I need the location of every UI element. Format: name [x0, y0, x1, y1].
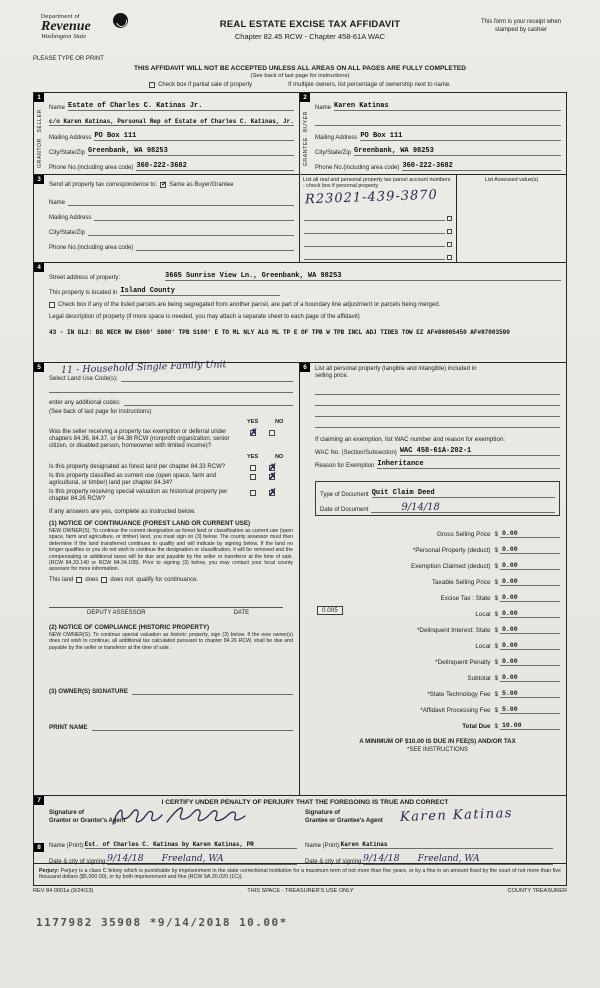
- perjury-text: Perjury is a class C felony which is punishable by imprisonment in the state correctional institution for a maximum term of not more than five years, or by a fine in an amount fixed by the court of not more than five thousand dollars ($5,000.00), or by both imprisonment and fine (RCW 9A.20.020 (1C)).: [39, 868, 561, 881]
- gross-selling-price-field[interactable]: 0.00: [500, 530, 560, 538]
- grantee-signature[interactable]: Karen Katinas: [399, 806, 514, 825]
- partial-sale-checkbox[interactable]: [149, 82, 155, 88]
- if-yes-note: If any answers are yes, complete as instructed below.: [49, 508, 196, 515]
- grantee-print-name: Name (Print): Karen Katinas: [305, 836, 561, 849]
- local-tax-row: 0.005 Local $ 0.00: [315, 602, 560, 618]
- buyer-name-row: [315, 96, 561, 111]
- dollar-sign: $: [494, 723, 498, 730]
- deputy-assessor-label: DEPUTY ASSESSOR: [87, 609, 146, 616]
- deferral-question-row: [49, 429, 293, 450]
- affidavit-processing-fee-row: *Affidavit Processing Fee $ 5.00: [315, 698, 560, 714]
- land-use-section: [34, 359, 300, 795]
- personal-property-checkbox-4[interactable]: [447, 255, 452, 260]
- dor-logo: [33, 12, 145, 40]
- seller-phone-label: Phone No.(including area code): [49, 165, 134, 171]
- does-not-checkbox[interactable]: [101, 577, 107, 583]
- seller-mailing-field[interactable]: PO Box 111: [94, 132, 294, 141]
- parcel-numbers-header: List all real and personal property tax parcel account numbers - check box if personal property: [303, 177, 451, 190]
- grantee-date-city: Date & city of signing: 9/14/18 Freeland, WA: [305, 852, 561, 865]
- section-3-row: [34, 175, 566, 263]
- land-use-extra-line[interactable]: [49, 382, 293, 393]
- segregated-label: Check box if any of the listed parcels are being segregated from another parcel, are part of a boundary line adjustment or parcels being merged.: [58, 302, 441, 308]
- local-rate-box: 0.005: [317, 606, 343, 615]
- correspondence-phone-row: [49, 236, 294, 251]
- parcel-row: [303, 221, 453, 234]
- type-of-document-label: Type of Document: [320, 492, 369, 498]
- delinquent-interest-state-field[interactable]: 0.00: [500, 626, 560, 634]
- section-8-tab: 8: [34, 843, 44, 852]
- assessed-values-header: List Assessed value(s): [484, 177, 539, 183]
- street-address-row: [49, 266, 561, 281]
- buyer-phone-label: Phone No.(including area code): [315, 165, 400, 171]
- notice-compliance-title: (2) NOTICE OF COMPLIANCE (HISTORIC PROPERTY): [49, 623, 210, 631]
- gross-selling-price-row: Gross Selling Price $ 0.00: [315, 522, 560, 538]
- buyer-role-bottom: GRANTEE: [302, 136, 309, 167]
- grantor-signature-block: [49, 808, 305, 833]
- forest-question-row: [49, 464, 293, 471]
- buyer-city-field[interactable]: Greenbank, WA 98253: [354, 147, 561, 156]
- historic-yes-checkbox[interactable]: [250, 490, 256, 496]
- correspondence-phone-field[interactable]: [136, 243, 294, 251]
- grantor-date-city: Date & city of signing: 9/14/18 Freeland, WA: [49, 852, 305, 865]
- parcel-field-1[interactable]: [304, 213, 445, 221]
- located-county-field[interactable]: Island County: [120, 287, 280, 296]
- correspondence-mailing-field[interactable]: [94, 213, 294, 221]
- certify-statement: I CERTIFY UNDER PENALTY OF PERJURY THAT THE FOREGOING IS TRUE AND CORRECT: [161, 799, 449, 806]
- street-address-field[interactable]: 3665 Sunrise View Ln., Greenbank, WA 98253: [165, 272, 561, 281]
- delinquent-penalty-field[interactable]: 0.00: [500, 658, 560, 666]
- subtotal-field[interactable]: 0.00: [500, 674, 560, 682]
- taxable-selling-price-row: Taxable Selling Price $ 0.00: [315, 570, 560, 586]
- form-footer: [33, 888, 567, 894]
- seller-role-label: [34, 104, 45, 173]
- personal-property-checkbox-1[interactable]: [447, 216, 452, 221]
- logo-dept-text: Department of: [41, 14, 80, 20]
- parcel-row: [303, 208, 453, 221]
- acceptance-notice-sub: (See back of last page for instructions): [250, 73, 350, 79]
- buyer-city-row: [315, 141, 561, 156]
- reason-field[interactable]: Inheritance: [377, 460, 560, 469]
- state-technology-fee-field[interactable]: 5.00: [500, 690, 560, 698]
- total-due-field[interactable]: 10.00: [500, 722, 560, 730]
- deputy-assessor-signature-line[interactable]: [49, 596, 283, 608]
- personal-property-line-4[interactable]: [315, 417, 560, 428]
- owners-signature-label: (3) OWNER(S) SIGNATURE: [49, 688, 128, 696]
- seller-city-label: City/State/Zip: [49, 150, 86, 156]
- grantor-signature[interactable]: [107, 802, 257, 837]
- dollar-sign: $: [494, 675, 498, 682]
- date-label: DATE: [233, 609, 250, 616]
- personal-property-line-1[interactable]: [315, 384, 560, 395]
- seller-name-field[interactable]: Estate of Charles C. Katinas Jr.: [68, 102, 294, 111]
- receipt-note: This form is your receipt when stamped by cashier: [480, 19, 562, 33]
- parcel-numbers-section: [300, 175, 457, 262]
- form-title: REAL ESTATE EXCISE TAX AFFIDAVIT: [219, 19, 401, 30]
- yes-label: YES: [247, 454, 259, 460]
- money-section: [315, 522, 560, 730]
- grantor-city-value: Freeland, WA: [161, 854, 224, 864]
- same-as-buyer-checkbox[interactable]: ✓: [161, 180, 167, 188]
- seller-name-label: Name: [49, 105, 66, 111]
- parcel-field-4[interactable]: [304, 252, 445, 260]
- see-back-label: (See back of last page for instructions): [49, 409, 152, 415]
- no-label: NO: [275, 454, 284, 460]
- buyer-name-field[interactable]: Karen Katinas: [334, 102, 561, 111]
- title-block: [145, 12, 475, 41]
- acceptance-notice: THIS AFFIDAVIT WILL NOT BE ACCEPTED UNLESS ALL AREAS ON ALL PAGES ARE FULLY COMPLETED: [133, 65, 467, 72]
- grantor-signature-icon: [107, 802, 257, 832]
- taxable-selling-price-field[interactable]: 0.00: [500, 578, 560, 586]
- grantee-print-name-field[interactable]: Karen Katinas: [341, 841, 553, 849]
- parcel-field-2[interactable]: [304, 226, 445, 234]
- delinquent-interest-local-row: Local $ 0.00: [315, 634, 560, 650]
- buyer-section: [300, 93, 566, 174]
- print-name-field[interactable]: [92, 723, 294, 731]
- multiple-owners-label: If multiple owners, list percentage of ownership next to name.: [288, 82, 451, 88]
- reason-row: [315, 456, 560, 469]
- seller-phone-row: [49, 156, 294, 171]
- notice-continuance-text: NEW OWNER(S): To continue the current designation as forest land or classification as current use (open space, farm and agriculture, or timber) land, you must sign on (3) below. The county assessor must then determine if the land transferred continues to qualify and will indicate by signing below. If the land no longer qualifies or you do not wish to continue the designation or classification, it will be removed and the compensating or additional taxes will be due and payable by the seller or transferor at the time of sale. (RCW 84.33.140 or RCW 84.34.108). Prior to signing (3) below, you may contact your local county assessor for more information.: [49, 528, 293, 573]
- dollar-sign: $: [494, 579, 498, 586]
- wac-field[interactable]: WAC 458-61A-202-1: [400, 447, 560, 456]
- rev-number: REV 84 0001a (9/24/13): [33, 887, 94, 894]
- buyer-role-top: BUYER: [302, 110, 309, 132]
- personal-property-checkbox-3[interactable]: [447, 242, 452, 247]
- exemption-claimed-row: Exemption Claimed (deduct) $ 0.00: [315, 554, 560, 570]
- date-of-document-label: Date of Document: [320, 507, 369, 513]
- continuance-line: [49, 577, 293, 583]
- local-tax-field[interactable]: 0.00: [500, 610, 560, 618]
- form-chapter: Chapter 82.45 RCW - Chapter 458-61A WAC: [234, 32, 386, 41]
- exemption-section: [300, 363, 566, 795]
- certification-section: [34, 796, 566, 864]
- dollar-sign: $: [494, 707, 498, 714]
- excise-tax-state-field[interactable]: 0.00: [500, 594, 560, 602]
- date-of-document-row: [320, 498, 555, 513]
- dollar-sign: $: [494, 547, 498, 554]
- total-due-row: Total Due $ 10.00: [315, 714, 560, 730]
- forest-no-checkbox[interactable]: ✗: [269, 462, 277, 472]
- dollar-sign: $: [494, 531, 498, 538]
- notice-compliance-text: NEW OWNER(S): To continue special valuation as historic property, sign (3) below. If the new owner(s) does not wish to continue, all additional tax calculated pursuant to chapter 84.26 RCW, shall be due and payable by the seller or transferor at the time of sale.: [49, 631, 293, 651]
- logo-state-text: Washington State: [41, 33, 87, 40]
- correspondence-name-field[interactable]: [68, 198, 294, 206]
- state-technology-fee-row: *State Technology Fee $ 5.00: [315, 682, 560, 698]
- deferral-question: Was the seller receiving a property tax exemption or deferral under chapters 84.36, 84.37, or 84.38 RCW (nonprofit organization, senior citizen, or disabled person, homeowner with limited income)?: [49, 429, 230, 449]
- affidavit-form: [33, 12, 567, 894]
- subtotal-row: Subtotal $ 0.00: [315, 666, 560, 682]
- seller-section: [34, 93, 300, 174]
- buyer-phone-field[interactable]: 360-222-3682: [402, 162, 561, 171]
- parcel-row: [303, 234, 453, 247]
- legal-description-value: 43 - IN GL2: BG NECR NW E660' S800' TPB S100' E TO ML NLY ALG ML TP E OF TPB W TPB INCL ADJ TIDES TOW EZ AF#86005450 AF#87003590: [49, 329, 510, 336]
- land-use-row: [49, 359, 293, 382]
- wac-label: WAC No. (Section/Subsection): [315, 450, 397, 456]
- please-type-label: PLEASE TYPE OR PRINT: [33, 56, 104, 62]
- correspondence-line: [49, 178, 294, 191]
- deputy-assessor-labels: [49, 610, 293, 616]
- grantor-print-name-field[interactable]: Est. of Charles C. Katinas by Karen Katinas, PR: [85, 841, 297, 849]
- middle-columns: [34, 359, 566, 796]
- historic-no-checkbox[interactable]: ✗: [269, 487, 277, 497]
- date-of-document-value: 9/14/18: [401, 502, 440, 513]
- type-of-document-field[interactable]: Quit Claim Deed: [372, 489, 555, 498]
- partial-sale-label: Check box if partial sale of property: [158, 82, 253, 88]
- assessed-values-section: [457, 175, 566, 262]
- forest-yes-checkbox[interactable]: [250, 465, 256, 471]
- correspondence-mailing-row: [49, 206, 294, 221]
- buyer-mailing-row: [315, 126, 561, 141]
- buyer-phone-row: [315, 156, 561, 171]
- located-in-row: [49, 281, 561, 296]
- send-correspondence-label: Send all property tax correspondence to:: [49, 181, 158, 188]
- correspondence-mailing-label: Mailing Address: [49, 215, 92, 221]
- legal-description-label: Legal description of property (if more space is needed, you may attach a separate sheet to each page of the affidavit): [49, 314, 360, 320]
- seller-mailing-row: [49, 126, 294, 141]
- personal-property-deduct-field[interactable]: 0.00: [500, 546, 560, 554]
- grantee-signature-label: Signature of Grantee or Grantee's Agent: [305, 810, 383, 824]
- additional-codes-field[interactable]: [124, 398, 293, 406]
- historic-question: Is this property receiving special valuation as historical property per chapter 84.26 RCW?: [49, 489, 228, 502]
- does-checkbox[interactable]: [76, 577, 82, 583]
- forest-question: Is this property designated as forest land per chapter 84.33 RCW?: [49, 464, 226, 470]
- section-4-tab: 4: [34, 263, 44, 272]
- land-use-value: 11 - Household Single Family Unit: [60, 359, 227, 376]
- additional-codes-row: [49, 393, 293, 406]
- grantee-signature-block: [305, 808, 561, 833]
- owners-signature-row: [49, 683, 293, 695]
- logo-revenue-text: Revenue: [41, 19, 91, 34]
- seller-phone-field[interactable]: 360-222-3682: [136, 162, 294, 171]
- notice-continuance-title: (1) NOTICE OF CONTINUANCE (FOREST LAND OR CURRENT USE): [49, 520, 251, 527]
- form-body: [33, 92, 567, 886]
- see-instructions-note: *SEE INSTRUCTIONS: [406, 747, 468, 753]
- print-name-row: [49, 719, 293, 731]
- seller-city-row: [49, 141, 294, 156]
- personal-property-deduct-row: *Personal Property (deduct) $ 0.00: [315, 538, 560, 554]
- continuance-suffix: qualify for continuance.: [136, 576, 199, 583]
- section-6-tab: 6: [300, 363, 310, 372]
- delinquent-penalty-row: *Delinquent Penalty $ 0.00: [315, 650, 560, 666]
- buyer-name-label: Name: [315, 105, 332, 111]
- land-use-label: Select Land Use Code(s):: [49, 376, 118, 382]
- grantor-date-city-field[interactable]: [107, 853, 297, 865]
- print-names-row: [49, 836, 561, 849]
- seller-careof-field[interactable]: c/o Karen Katinas, Personal Rep of Estate of Charles C. Katinas, Jr.: [49, 118, 294, 125]
- document-box: [315, 481, 560, 516]
- deferral-yes-checkbox[interactable]: ✗: [250, 427, 258, 437]
- seller-name2-row: [49, 111, 294, 126]
- county-treasurer-label: COUNTY TREASURER: [507, 887, 567, 894]
- delinquent-interest-state-row: *Delinquent Interest: State $ 0.00: [315, 618, 560, 634]
- correspondence-city-field[interactable]: [88, 228, 294, 236]
- dollar-sign: $: [494, 563, 498, 570]
- delinquent-interest-local-field[interactable]: 0.00: [500, 642, 560, 650]
- grantee-city-value: Freeland, WA: [417, 854, 480, 864]
- segregated-checkbox[interactable]: [49, 302, 55, 308]
- current-use-yes-checkbox[interactable]: [250, 474, 256, 480]
- grantee-date-city-field[interactable]: [363, 853, 553, 865]
- seller-name-row: [49, 96, 294, 111]
- date-city-row: [49, 852, 561, 865]
- section-3-tab: 3: [34, 175, 44, 184]
- correspondence-section: [34, 175, 300, 262]
- dollar-sign: $: [494, 611, 498, 618]
- continuance-prefix: This land: [49, 576, 74, 583]
- personal-property-checkbox-2[interactable]: [447, 229, 452, 234]
- treasurer-space-label: THIS SPACE - TREASURER'S USE ONLY: [247, 887, 354, 894]
- signature-row: [49, 808, 561, 833]
- dollar-sign: $: [494, 595, 498, 602]
- print-name-label: PRINT NAME: [49, 724, 88, 732]
- correspondence-name-row: [49, 191, 294, 206]
- located-in-label: This property is located in: [49, 290, 118, 296]
- segregated-row: [49, 300, 561, 310]
- section-2-tab: 2: [300, 93, 310, 102]
- seller-role-top: SELLER: [36, 109, 43, 133]
- parties-row: [34, 93, 566, 175]
- excise-tax-state-row: Excise Tax : State $ 0.00: [315, 586, 560, 602]
- parcel-row: [303, 247, 453, 260]
- correspondence-city-label: City/State/Zip: [49, 230, 86, 236]
- dollar-sign: $: [494, 691, 498, 698]
- grantor-signature-label: Signature of Grantor or Grantor's Agent: [49, 810, 126, 824]
- parcel-field-3[interactable]: [304, 239, 445, 247]
- parcel-number-value: R23021-439-3870: [304, 187, 439, 208]
- grantor-print-name: Name (Print): Est. of Charles C. Katinas by Karen Katinas, PR: [49, 836, 305, 849]
- buyer-city-label: City/State/Zip: [315, 150, 352, 156]
- seller-city-field[interactable]: Greenbank, WA 98253: [88, 147, 294, 156]
- dor-logo-icon: [113, 13, 128, 28]
- current-use-question: Is this property classified as current use (open space, farm and agricultural, or timber) land per chapter 84.34?: [49, 473, 217, 486]
- section-7-tab: 7: [34, 796, 44, 805]
- deferral-no-checkbox[interactable]: [269, 430, 275, 436]
- personal-property-label: List all personal property (tangible and intangible) included in selling price.: [315, 366, 477, 379]
- type-of-document-row: [320, 484, 555, 498]
- additional-codes-label: enter any additional codes:: [49, 400, 121, 406]
- reason-label: Reason for Exemption: [315, 463, 375, 469]
- owners-signature-field[interactable]: [132, 687, 293, 695]
- yes-no-header-1: [49, 419, 293, 427]
- exemption-claimed-field[interactable]: 0.00: [500, 562, 560, 570]
- section-5-tab: 5: [34, 363, 44, 372]
- section-1-tab: 1: [34, 93, 44, 102]
- personal-property-line-3[interactable]: [315, 406, 560, 417]
- historic-question-row: [49, 489, 293, 503]
- dollar-sign: $: [494, 659, 498, 666]
- current-use-no-checkbox[interactable]: ✗: [269, 471, 277, 481]
- grantee-date-value: 9/14/18: [363, 853, 400, 864]
- minimum-due-note: A MINIMUM OF $10.00 IS DUE IN FEE(S) AND/OR TAX: [359, 738, 516, 745]
- yes-label: YES: [247, 419, 259, 425]
- current-use-question-row: [49, 473, 293, 487]
- wac-row: [315, 443, 560, 456]
- no-label: NO: [275, 419, 284, 425]
- property-address-section: [34, 263, 566, 363]
- dollar-sign: $: [494, 643, 498, 650]
- personal-property-line-2[interactable]: [315, 395, 560, 406]
- correspondence-city-row: [49, 221, 294, 236]
- same-as-buyer-label: Same as Buyer/Grantee: [169, 181, 234, 188]
- perjury-label: Perjury:: [39, 868, 60, 874]
- yes-no-header-2: [49, 454, 293, 462]
- perjury-statement: [34, 864, 566, 885]
- buyer-mailing-label: Mailing Address: [315, 135, 358, 141]
- claim-exemption-label: If claiming an exemption, list WAC number and reason for exemption:: [315, 436, 505, 443]
- affidavit-processing-fee-field[interactable]: 5.00: [500, 706, 560, 714]
- seller-role-bottom: GRANTOR: [36, 137, 43, 168]
- buyer-name2-row: [315, 111, 561, 126]
- correspondence-phone-label: Phone No.(including area code): [49, 245, 134, 251]
- partial-sale-row: [33, 82, 567, 88]
- correspondence-name-label: Name: [49, 200, 66, 206]
- form-header: [33, 12, 567, 54]
- buyer-role-label: [300, 104, 311, 173]
- seller-mailing-label: Mailing Address: [49, 135, 92, 141]
- does-not-label: does not: [110, 576, 134, 583]
- street-address-label: Street address of property:: [49, 275, 121, 281]
- dollar-sign: $: [494, 627, 498, 634]
- date-of-document-field[interactable]: [371, 501, 555, 513]
- cashier-stamp: 1177982 35908 *9/14/2018 10.00*: [36, 916, 288, 929]
- grantor-date-value: 9/14/18: [107, 853, 144, 864]
- does-label: does: [85, 576, 99, 583]
- buyer-careof-field[interactable]: [315, 118, 561, 126]
- buyer-mailing-field[interactable]: PO Box 111: [360, 132, 561, 141]
